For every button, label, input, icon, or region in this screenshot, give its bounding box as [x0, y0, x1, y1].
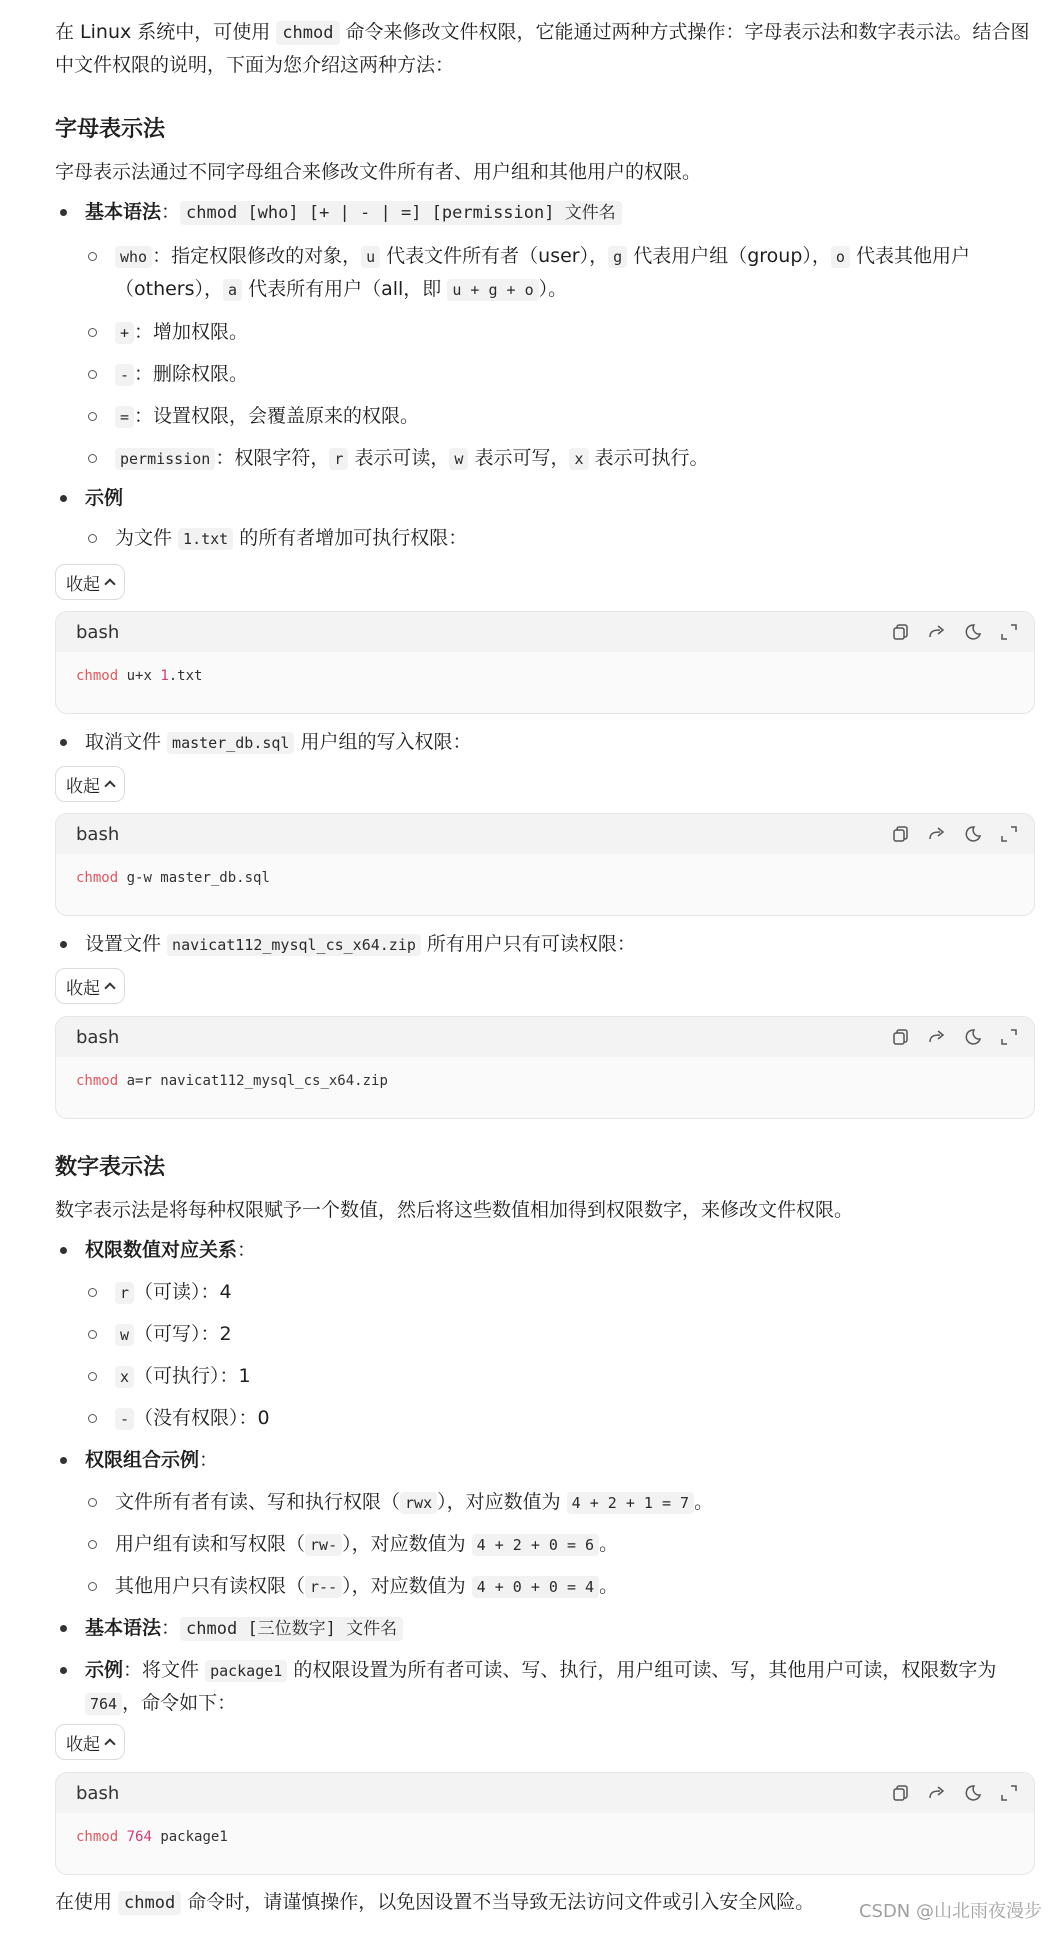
- copy-icon[interactable]: [892, 623, 910, 641]
- sub-item-map-r: [55, 1276, 1035, 1309]
- text: 文件所有者有读、写和执行权限（: [115, 1491, 401, 1513]
- sub-item-minus: [55, 358, 1035, 391]
- inline-code: r: [329, 448, 348, 470]
- text: （可读）：4: [134, 1281, 232, 1303]
- section-desc-numeric: 数字表示法是将每种权限赋予一个数值，然后将这些数值相加得到权限数字，来修改文件权限。: [55, 1199, 854, 1221]
- text: 表示可执行。: [588, 447, 709, 469]
- code-number: 1: [160, 668, 169, 684]
- list-item-combos: [55, 1444, 1035, 1476]
- inline-code: chmod: [118, 1891, 181, 1915]
- code-content[interactable]: [56, 1813, 1034, 1863]
- collapse-button[interactable]: [55, 968, 125, 1004]
- collapse-row: [55, 564, 1035, 600]
- collapse-button[interactable]: [55, 766, 125, 802]
- text: ：权限字符，: [215, 447, 330, 469]
- code-toolbar: [892, 825, 1018, 843]
- code-block-header: [56, 1773, 1034, 1813]
- intro-text: 命令来修改文件权限，它能通过两种方式操作：字母表示法和数字表示法。结合图中文件权限的说明，下面为您介绍这两种方法：: [55, 21, 1030, 76]
- collapse-label: 收起: [66, 776, 100, 797]
- inline-code: chmod: [276, 21, 339, 45]
- code-keyword: chmod: [76, 668, 119, 684]
- code-block: [55, 1016, 1035, 1119]
- text: 取消文件: [85, 731, 168, 753]
- syntax-label: 基本语法: [85, 1617, 162, 1639]
- text: ），对应数值为: [437, 1491, 567, 1513]
- combo-label: 权限组合示例: [85, 1449, 200, 1471]
- text: ，命令如下：: [122, 1692, 237, 1714]
- code-block-header: [56, 814, 1034, 854]
- text: ：指定权限修改的对象，: [152, 245, 362, 267]
- inline-code: a: [223, 279, 242, 301]
- text: ：删除权限。: [134, 363, 249, 385]
- colon: ：: [161, 1617, 181, 1639]
- code-block-header: [56, 612, 1034, 652]
- sub-item-map-w: [55, 1318, 1035, 1351]
- intro-paragraph: [55, 16, 1035, 81]
- code-text: .txt: [168, 668, 203, 684]
- list-item-example: [55, 482, 1035, 514]
- colon: ：: [237, 1239, 257, 1261]
- sub-item-combo-owner: [55, 1486, 1035, 1519]
- text: 的权限设置为所有者可读、写、执行，用户组可读、写，其他用户可读，权限数字为: [287, 1659, 997, 1681]
- code-language: bash: [76, 1026, 120, 1048]
- intro-text: 在 Linux 系统中，可使用: [55, 21, 277, 43]
- sub-item-map-x: [55, 1360, 1035, 1393]
- text: 设置文件: [85, 933, 168, 955]
- text: 在使用: [55, 1891, 119, 1913]
- mapping-label: 权限数值对应关系: [85, 1239, 238, 1261]
- share-icon[interactable]: [928, 825, 946, 843]
- inline-code: r--: [305, 1576, 342, 1598]
- text: 。: [599, 1575, 619, 1597]
- inline-code: +: [115, 322, 134, 344]
- share-icon[interactable]: [928, 1028, 946, 1046]
- sub-item-combo-group: [55, 1528, 1035, 1561]
- text: 其他用户只有读权限（: [115, 1575, 306, 1597]
- text: 。: [599, 1533, 619, 1555]
- colon: ：: [161, 201, 181, 223]
- code-block-header: [56, 1017, 1034, 1057]
- inline-code: who: [115, 246, 152, 268]
- syntax-code: chmod [三位数字] 文件名: [180, 1617, 403, 1641]
- example-label: 示例: [85, 1659, 124, 1681]
- theme-icon[interactable]: [964, 623, 982, 641]
- collapse-button[interactable]: [55, 564, 125, 600]
- inline-code: r: [115, 1282, 134, 1304]
- inline-code: x: [115, 1366, 134, 1388]
- chevron-up-icon: [104, 578, 115, 589]
- inline-code: package1: [205, 1660, 287, 1682]
- text: 所有用户只有可读权限：: [420, 933, 636, 955]
- code-text: a=r navicat112_mysql_cs_x64.zip: [118, 1073, 388, 1089]
- copy-icon[interactable]: [892, 1028, 910, 1046]
- list-item-mapping: [55, 1234, 1035, 1266]
- text: ）。: [538, 278, 568, 300]
- code-keyword: chmod: [76, 870, 119, 886]
- copy-icon[interactable]: [892, 1784, 910, 1802]
- text: ：增加权限。: [134, 321, 249, 343]
- syntax-code: chmod [who] [+ | - | =] [permission] 文件名: [180, 201, 622, 225]
- section-heading-letter: 字母表示法: [55, 117, 166, 142]
- collapse-button[interactable]: [55, 1724, 125, 1760]
- inline-code: o: [831, 246, 850, 268]
- theme-icon[interactable]: [964, 1784, 982, 1802]
- chevron-up-icon: [104, 1738, 115, 1749]
- text: （没有权限）：0: [134, 1407, 270, 1429]
- inline-code: 4 + 2 + 1 = 7: [567, 1492, 694, 1514]
- text: ），对应数值为: [342, 1575, 472, 1597]
- sub-item-example-1: [55, 522, 1035, 555]
- text: 用户组有读和写权限（: [115, 1533, 306, 1555]
- code-toolbar: [892, 623, 1018, 641]
- collapse-label: 收起: [66, 1734, 100, 1755]
- inline-code: master_db.sql: [167, 732, 294, 754]
- code-text: [118, 1829, 126, 1845]
- list-item-syntax: [55, 196, 1035, 229]
- code-block: [55, 813, 1035, 916]
- inline-code: x: [569, 448, 588, 470]
- code-language: bash: [76, 823, 120, 845]
- code-text: g-w master_db.sql: [118, 870, 270, 886]
- list-item-numeric-syntax: [55, 1612, 1035, 1645]
- text: 代表文件所有者（user），: [380, 245, 609, 267]
- inline-code: -: [115, 1408, 134, 1430]
- expand-icon[interactable]: [1000, 825, 1018, 843]
- text: 代表所有用户（all，即: [242, 278, 448, 300]
- text: 命令时，请谨慎操作，以免因设置不当导致无法访问文件或引入安全风险。: [181, 1891, 815, 1913]
- code-toolbar: [892, 1784, 1018, 1802]
- text: 的所有者增加可执行权限：: [233, 527, 468, 549]
- inline-code: 764: [85, 1693, 122, 1715]
- text: 代表其他用户（others），: [115, 245, 970, 300]
- code-content[interactable]: [56, 652, 1034, 702]
- list-item-example-2: [55, 726, 1035, 759]
- inline-code: u: [361, 246, 380, 268]
- sub-item-equal: [55, 400, 1035, 433]
- code-text: package1: [151, 1829, 228, 1845]
- theme-icon[interactable]: [964, 825, 982, 843]
- sub-item-combo-others: [55, 1570, 1035, 1603]
- share-icon[interactable]: [928, 1784, 946, 1802]
- text: （可写）：2: [134, 1323, 232, 1345]
- list-item-numeric-example: [55, 1654, 1035, 1720]
- expand-icon[interactable]: [1000, 623, 1018, 641]
- share-icon[interactable]: [928, 623, 946, 641]
- sub-item-map-none: [55, 1402, 1035, 1435]
- section-heading-numeric: 数字表示法: [55, 1155, 166, 1180]
- text: 为文件: [115, 527, 179, 549]
- copy-icon[interactable]: [892, 825, 910, 843]
- colon: ：: [199, 1449, 219, 1471]
- text: ：设置权限，会覆盖原来的权限。: [134, 405, 420, 427]
- inline-code: rw-: [305, 1534, 342, 1556]
- expand-icon[interactable]: [1000, 1784, 1018, 1802]
- inline-code: permission: [115, 448, 215, 470]
- chevron-up-icon: [104, 982, 115, 993]
- code-keyword: chmod: [76, 1073, 119, 1089]
- inline-code: g: [608, 246, 627, 268]
- collapse-label: 收起: [66, 978, 100, 999]
- sub-item-plus: [55, 316, 1035, 349]
- sub-item-who: [55, 240, 1035, 306]
- code-block: [55, 611, 1035, 714]
- code-toolbar: [892, 1028, 1018, 1046]
- chevron-up-icon: [104, 780, 115, 791]
- text: ：将文件: [123, 1659, 206, 1681]
- code-language: bash: [76, 1782, 120, 1804]
- inline-code: w: [449, 448, 468, 470]
- inline-code: u + g + o: [447, 279, 538, 301]
- section-desc-letter: 字母表示法通过不同字母组合来修改文件所有者、用户组和其他用户的权限。: [55, 161, 702, 183]
- inline-code: 4 + 2 + 0 = 6: [472, 1534, 599, 1556]
- text: （可执行）：1: [134, 1365, 251, 1387]
- code-keyword: chmod: [76, 1829, 119, 1845]
- syntax-label: 基本语法: [85, 201, 162, 223]
- text: 表示可读，: [348, 447, 450, 469]
- watermark: CSDN @山北雨夜漫步: [858, 1901, 1042, 1922]
- example-label: 示例: [85, 487, 124, 509]
- inline-code: w: [115, 1324, 134, 1346]
- collapse-row: [55, 968, 1035, 1004]
- inline-code: navicat112_mysql_cs_x64.zip: [167, 934, 421, 956]
- text: 。: [694, 1491, 714, 1513]
- inline-code: -: [115, 364, 134, 386]
- code-text: u+x: [118, 668, 161, 684]
- code-content[interactable]: [56, 1057, 1034, 1107]
- code-block: [55, 1772, 1035, 1875]
- collapse-label: 收起: [66, 574, 100, 595]
- inline-code: rwx: [400, 1492, 437, 1514]
- collapse-row: [55, 1724, 1035, 1760]
- inline-code: =: [115, 406, 134, 428]
- text: ），对应数值为: [342, 1533, 472, 1555]
- theme-icon[interactable]: [964, 1028, 982, 1046]
- text: 用户组的写入权限：: [294, 731, 472, 753]
- inline-code: 4 + 0 + 0 = 4: [472, 1576, 599, 1598]
- sub-item-permission: [55, 442, 1035, 475]
- list-item-example-3: [55, 928, 1035, 961]
- text: 代表用户组（group），: [627, 245, 831, 267]
- expand-icon[interactable]: [1000, 1028, 1018, 1046]
- code-language: bash: [76, 621, 120, 643]
- inline-code: 1.txt: [178, 528, 233, 550]
- code-content[interactable]: [56, 854, 1034, 904]
- text: 表示可写，: [468, 447, 570, 469]
- code-number: 764: [126, 1829, 152, 1845]
- collapse-row: [55, 766, 1035, 802]
